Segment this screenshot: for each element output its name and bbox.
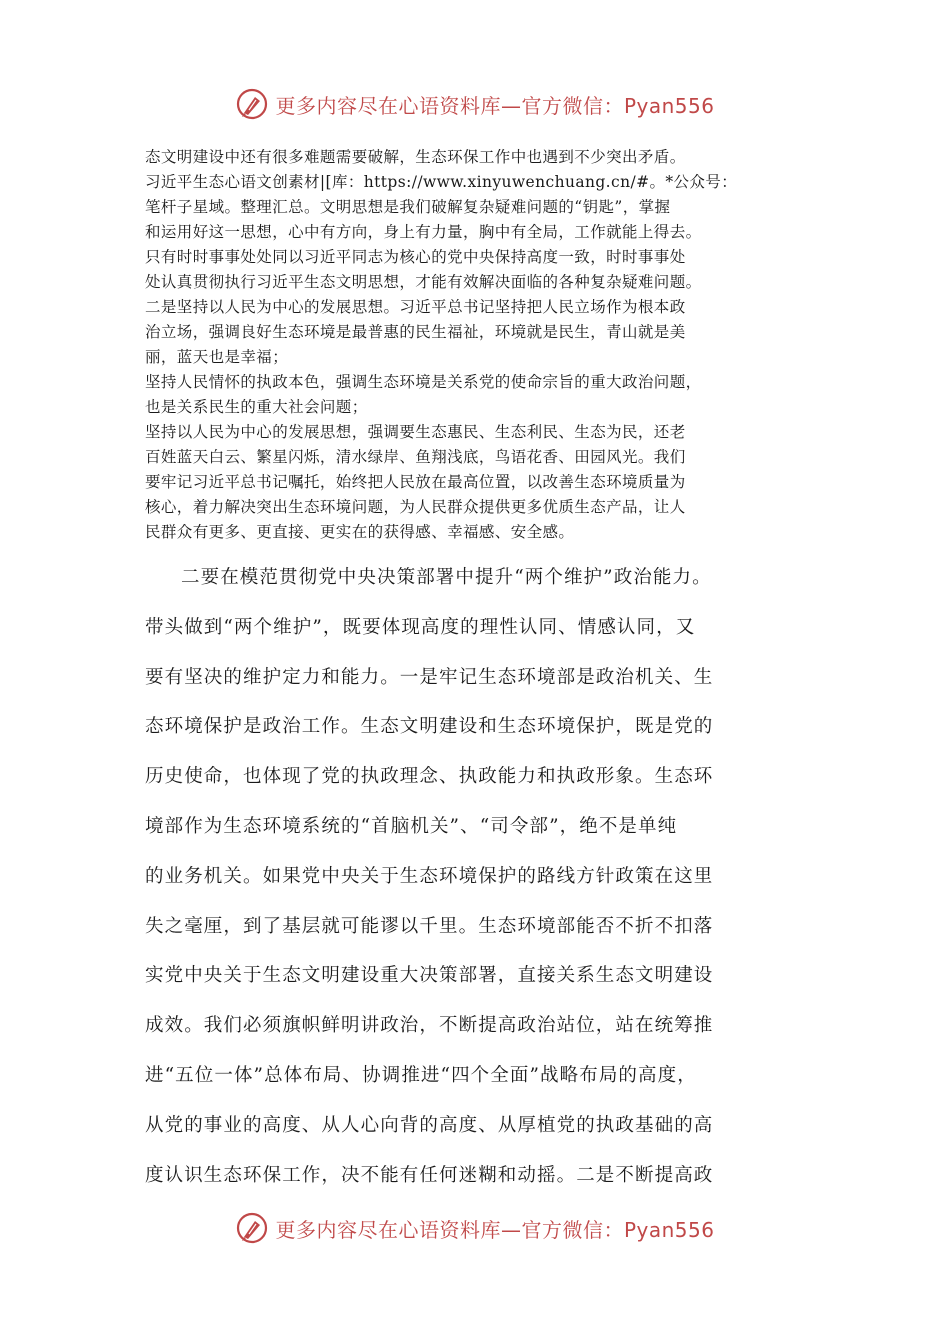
dense-line: 核心，着力解决突出生态环境问题，为人民群众提供更多优质生态产品，让人 [145, 498, 686, 516]
body-line: 态环境保护是政治工作。生态文明建设和生态环境保护，既是党的 [145, 716, 714, 738]
dense-line: 坚持人民情怀的执政本色，强调生态环境是关系党的使命宗旨的重大政治问题， [145, 373, 702, 391]
dense-line: 习近平生态心语文创素材|[库：https://www.xinyuwenchuang.cn/#。*公众号： [145, 173, 738, 191]
footer-banner [0, 1208, 950, 1248]
dense-line: 处认真贯彻执行习近平生态文明思想，才能有效解决面临的各种复杂疑难问题。 [145, 273, 702, 291]
dense-line: 百姓蓝天白云、繁星闪烁，清水绿岸、鱼翔浅底，鸟语花香、田园风光。我们 [145, 448, 686, 466]
dense-line: 治立场，强调良好生态环境是最普惠的民生福祉，环境就是民生，青山就是美 [145, 323, 686, 341]
body-line: 度认识生态环保工作，决不能有任何迷糊和动摇。二是不断提高政 [145, 1164, 714, 1186]
body-line: 的业务机关。如果党中央关于生态环境保护的路线方针政策在这里 [145, 865, 714, 887]
header-banner [0, 84, 950, 124]
body-line: 进“五位一体”总体布局、协调推进“四个全面”战略布局的高度， [145, 1064, 697, 1086]
body-paragraph [145, 553, 815, 1200]
dense-line: 笔杆子星域。整理汇总。文明思想是我们破解复杂疑难问题的“钥匙”，掌握 [145, 198, 671, 216]
body-line: 成效。我们必须旗帜鲜明讲政治，不断提高政治站位，站在统筹推 [145, 1015, 714, 1037]
body-line: 实党中央关于生态文明建设重大决策部署，直接关系生态文明建设 [145, 965, 714, 987]
body-line: 境部作为生态环境系统的“首脑机关”、“司令部”，绝不是单纯 [145, 815, 678, 837]
dense-line: 只有时时事事处处同以习近平同志为核心的党中央保持高度一致，时时事事处 [145, 248, 686, 266]
dense-text-block [145, 145, 815, 545]
dense-line: 坚持以人民为中心的发展思想，强调要生态惠民、生态利民、生态为民，还老 [145, 423, 686, 441]
dense-line: 要牢记习近平总书记嘱托，始终把人民放在最高位置，以改善生态环境质量为 [145, 473, 686, 491]
header-banner-text: 更多内容尽在心语资料库—官方微信：Pyan556 [275, 93, 715, 118]
body-line: 带头做到“两个维护”，既要体现高度的理性认同、情感认同，又 [145, 616, 696, 638]
body-line: 要有坚决的维护定力和能力。一是牢记生态环境部是政治机关、生 [145, 666, 714, 688]
pen-nib-logo-icon [235, 87, 269, 121]
pen-nib-logo-icon [235, 1211, 269, 1245]
dense-line: 和运用好这一思想，心中有方向，身上有力量，胸中有全局，工作就能上得去。 [145, 223, 702, 241]
body-line: 历史使命，也体现了党的执政理念、执政能力和执政形象。生态环 [145, 766, 714, 788]
footer-banner-text: 更多内容尽在心语资料库—官方微信：Pyan556 [275, 1217, 715, 1242]
body-line: 失之毫厘，到了基层就可能谬以千里。生态环境部能否不折不扣落 [145, 915, 714, 937]
body-line: 二要在模范贯彻党中央决策部署中提升“两个维护”政治能力。 [181, 567, 712, 588]
body-line: 从党的事业的高度、从人心向背的高度、从厚植党的执政基础的高 [145, 1114, 714, 1136]
dense-line: 丽，蓝天也是幸福； [145, 348, 289, 366]
dense-line: 态文明建设中还有很多难题需要破解，生态环保工作中也遇到不少突出矛盾。 [145, 148, 686, 166]
dense-line: 二是坚持以人民为中心的发展思想。习近平总书记坚持把人民立场作为根本政 [145, 298, 686, 316]
dense-line: 也是关系民生的重大社会问题； [145, 398, 368, 416]
dense-line: 民群众有更多、更直接、更实在的获得感、幸福感、安全感。 [145, 523, 575, 541]
